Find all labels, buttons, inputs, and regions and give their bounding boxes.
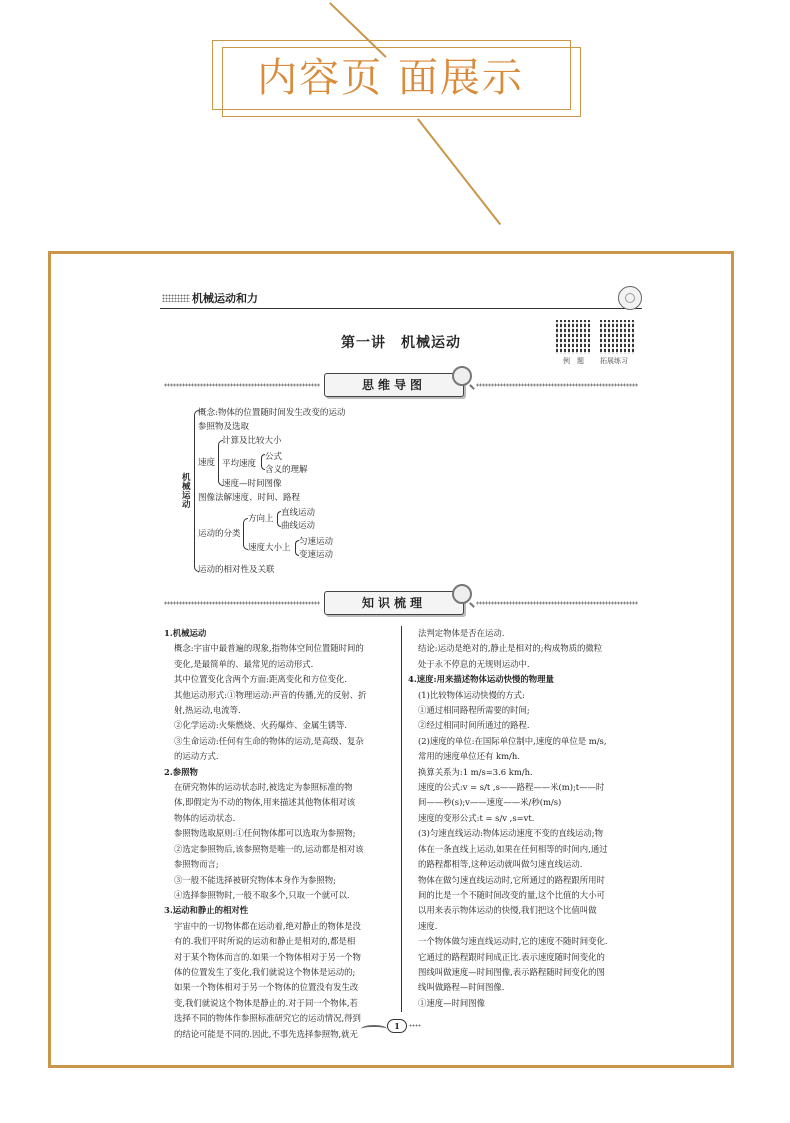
qr-label-example: 例 题 — [563, 357, 584, 365]
qr-code-practice-icon[interactable] — [600, 320, 634, 354]
mm-meaning: 含义的理解 — [265, 465, 308, 475]
text-column-right — [408, 626, 643, 1011]
mm-classify: 运动的分类 — [198, 529, 241, 539]
text-line: 一个物体做匀速直线运动时,它的速度不随时间变化. — [418, 936, 608, 947]
magnifier-icon — [452, 366, 472, 386]
text-line: 如果一个物体相对于另一个物体的位置没有发生改 — [174, 982, 359, 993]
mm-uniform: 匀速运动 — [299, 537, 334, 547]
text-line: ②化学运动:火柴燃烧、火药爆炸、金属生锈等. — [174, 720, 347, 731]
section-dots-left — [164, 383, 320, 387]
mm-avg-speed: 平均速度 — [222, 459, 257, 469]
text-line: 宇宙中的一切物体都在运动着,绝对静止的物体是没 — [174, 920, 361, 931]
mm-relative: 运动的相对性及关联 — [198, 565, 275, 575]
text-column-left — [164, 626, 399, 1042]
mm-curve: 曲线运动 — [281, 521, 316, 531]
text-line: 物体在做匀速直线运动时,它所通过的路程跟所用时 — [418, 874, 605, 885]
text-line: (3)匀速直线运动:物体运动速度不变的直线运动;物 — [418, 828, 604, 839]
text-line: (1)比较物体运动快慢的方式: — [418, 689, 525, 700]
text-line: ③一般不能选择被研究物体本身作为参照物; — [174, 874, 336, 885]
text-line: 间的比是一个不随时间改变的量,这个比值的大小可 — [418, 889, 605, 900]
mind-map-root: 机械运动 — [182, 473, 191, 510]
text-line: 的运动方式. — [174, 751, 219, 762]
text-line: 的结论可能是不同的.因此,不事先选择参照物,就无 — [174, 1028, 358, 1039]
section-title-mind-map: 思维导图 — [324, 373, 464, 397]
mm-straight: 直线运动 — [281, 508, 316, 518]
qr-label-practice: 拓展练习 — [600, 357, 628, 365]
text-line: 它通过的路程跟时间成正比.表示速度随时间变化的 — [418, 951, 605, 962]
text-line: 速度的变形公式:t = s/v ,s=vt. — [418, 812, 535, 823]
text-line: ②选定参照物后,该参照物是唯一的,运动都是相对该 — [174, 843, 364, 854]
text-line: 变化,是最简单的、最常见的运动形式. — [174, 658, 314, 669]
banner-diagonal-bottom — [417, 118, 501, 225]
page-number-footer — [355, 1019, 425, 1033]
text-line: 间——秒(s);v——速度——米/秒(m/s) — [418, 797, 562, 808]
footer-dots — [409, 1024, 421, 1027]
text-line: 速度的公式:v = s/t ,s——路程——米(m);t——时 — [418, 782, 605, 793]
page-number: 1 — [387, 1019, 407, 1033]
document-page — [160, 288, 642, 1048]
banner-title: 内容页 面展示 — [257, 54, 524, 101]
text-line: 法判定物体是否在运动. — [418, 628, 505, 638]
text-line: 变,我们就说这个物体是静止的.对于同一个物体,若 — [174, 997, 358, 1008]
text-line: 速度. — [418, 920, 438, 931]
footer-swoosh-icon — [361, 1025, 387, 1033]
mm-speed-time: 速度—时间图像 — [222, 479, 282, 489]
text-line: 的路程都相等,这种运动就叫做匀速直线运动. — [418, 859, 583, 870]
text-line: 处于永不停息的无规则运动中. — [418, 658, 530, 669]
mm-graph: 图像法解速度、时间、路程 — [198, 493, 301, 503]
mm-formula: 公式 — [265, 452, 283, 462]
section-heading: 4.速度:用来描述物体运动快慢的物理量 — [408, 674, 554, 685]
header-title: 机械运动和力 — [192, 292, 258, 305]
text-line: 体在一条直线上运动,如果在任何相等的时间内,通过 — [418, 843, 608, 854]
text-line: 结论:运动是绝对的,静止是相对的;构成物质的微粒 — [418, 643, 603, 654]
text-line: 在研究物体的运动状态时,被选定为参照标准的物 — [174, 782, 353, 793]
section-heading: 3.运动和静止的相对性 — [164, 905, 249, 916]
text-line: (2)速度的单位:在国际单位制中,速度的单位是 m/s, — [418, 735, 607, 746]
section-dots-right — [476, 601, 638, 605]
text-line: 换算关系为:1 m/s=3.6 km/h. — [418, 766, 533, 777]
text-line: 以用来表示物体运动的快慢,我们把这个比值叫做 — [418, 905, 597, 916]
text-line: 体,即假定为不动的物体,用来描述其他物体相对该 — [174, 797, 356, 808]
section-heading: 2.参照物 — [164, 766, 198, 777]
mm-variable: 变速运动 — [299, 550, 334, 560]
text-line: 对于某个物体而言的.如果一个物体相对于另一个物 — [174, 951, 361, 962]
text-line: ①速度—时间图像 — [418, 997, 485, 1008]
running-header — [160, 288, 642, 309]
section-heading: 1.机械运动 — [164, 628, 207, 638]
text-line: 参照物而言; — [174, 859, 219, 870]
text-line: 射,热运动,电流等. — [174, 705, 241, 716]
mm-concept: 概念:物体的位置随时间发生改变的运动 — [198, 408, 346, 418]
column-divider — [401, 626, 402, 1012]
text-line: 有的.我们平时所说的运动和静止是相对的,都是相 — [174, 936, 356, 947]
mm-speed: 速度 — [198, 458, 216, 468]
mm-direction: 方向上 — [248, 514, 274, 524]
mm-calc: 计算及比较大小 — [222, 436, 282, 446]
header-dots — [162, 294, 190, 302]
school-seal-icon — [618, 286, 642, 310]
text-line: 常用的速度单位还有 km/h. — [418, 751, 520, 762]
section-dots-left — [164, 601, 320, 605]
lecture-title: 第一讲 机械运动 — [341, 335, 461, 351]
text-line: 图线叫做速度—时间图像,表示路程随时间变化的图 — [418, 966, 605, 977]
text-line: 参照物选取原则:①任何物体都可以选取为参照物; — [174, 828, 356, 839]
section-dots-right — [476, 383, 638, 387]
magnifier-icon — [452, 584, 472, 604]
text-line: 其中位置变化含两个方面:距离变化和方位变化. — [174, 674, 347, 685]
text-line: 选择不同的物体作参照标准研究它的运动情况,得到 — [174, 1013, 361, 1024]
text-line: ①通过相同路程所需要的时间; — [418, 705, 530, 716]
mm-magnitude: 速度大小上 — [248, 543, 291, 553]
section-bar-knowledge — [164, 590, 638, 616]
mind-map-bracket-root — [194, 410, 199, 572]
text-line: 概念:宇宙中最普遍的现象,指物体空间位置随时间的 — [174, 643, 364, 654]
qr-code-example-icon[interactable] — [556, 320, 590, 354]
text-line: ③生命运动:任何有生命的物体的运动,是高级、复杂 — [174, 735, 364, 746]
text-line: ②经过相同时间所通过的路程. — [418, 720, 530, 731]
text-line: 其他运动形式:①物理运动:声音的传播,光的反射、折 — [174, 689, 367, 700]
text-line: 体的位置发生了变化,我们就说这个物体是运动的; — [174, 966, 356, 977]
section-bar-mind-map — [164, 372, 638, 398]
text-line: 线叫做路程—时间图像. — [418, 982, 505, 993]
text-line: ④选择参照物时,一般不取多个,只取一个就可以. — [174, 889, 350, 900]
text-line: 物体的运动状态. — [174, 812, 236, 823]
section-title-knowledge: 知识梳理 — [324, 591, 464, 615]
mm-reference: 参照物及选取 — [198, 422, 250, 432]
